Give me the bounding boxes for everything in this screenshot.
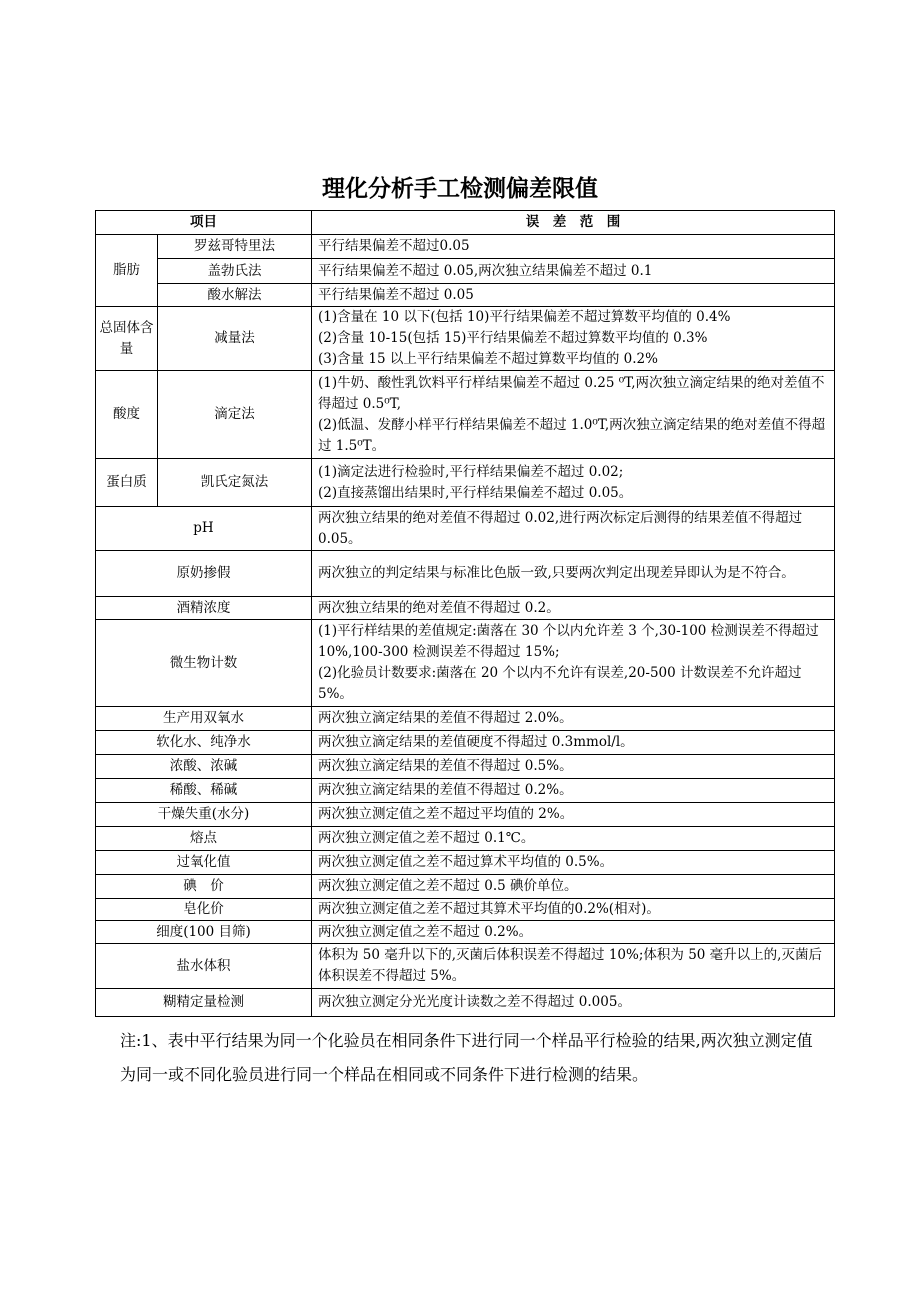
table-row: [96, 459, 835, 507]
table-row: [96, 944, 835, 989]
table-row: [96, 899, 835, 921]
range-text: (1)含量在 10 以下(包括 10)平行结果偏差不超过算数平均值的 0.4% (2)含量 10-15(包括 15)平行结果偏差不超过算数平均值的 0.3% (3)含量 15 以上平行结果偏差不超过算数平均值的 0.2%: [312, 307, 835, 371]
item-name: 糊精定量检测: [96, 989, 312, 1017]
table-row: [96, 989, 835, 1017]
table-row: [96, 779, 835, 803]
item-name: 浓酸、浓碱: [96, 755, 312, 779]
range-text: 两次独立滴定结果的差值硬度不得超过 0.3mmol/l。: [312, 731, 835, 755]
table-row: [96, 755, 835, 779]
range-text: 两次独立测定值之差不超过算术平均值的 0.5%。: [312, 851, 835, 875]
range-text: 两次独立测定值之差不超过 0.1℃。: [312, 827, 835, 851]
group-acidity: 酸度: [96, 371, 158, 459]
item-name: 细度(100 目筛): [96, 921, 312, 944]
range-text: 平行结果偏差不超过0.05: [312, 235, 835, 259]
group-solids: 总固体含量: [96, 307, 158, 371]
table-header: [96, 211, 835, 235]
table-row: [96, 707, 835, 731]
table-row: [96, 851, 835, 875]
table-row: [96, 371, 835, 459]
table-row: [96, 597, 835, 620]
table-row: [96, 803, 835, 827]
method: 滴定法: [158, 371, 312, 459]
item-name: 过氧化值: [96, 851, 312, 875]
item-name: 皂化价: [96, 899, 312, 921]
table-row: [96, 875, 835, 899]
range-text: 两次独立结果的绝对差值不得超过 0.02,进行两次标定后测得的结果差值不得超过 0.05。: [312, 507, 835, 551]
table-row: [96, 307, 835, 371]
range-text: 两次独立结果的绝对差值不得超过 0.2。: [312, 597, 835, 620]
range-text: (1)平行样结果的差值规定:菌落在 30 个以内允许差 3 个,30-100 检测误差不得超过 10%,100-300 检测误差不得超过 15%; (2)化验员计数要求:菌落在 20 个以内不允许有误差,20-500 计数误差不允许超过 5%。: [312, 620, 835, 707]
range-text: 体积为 50 毫升以下的,灭菌后体积误差不得超过 10%;体积为 50 毫升以上的,灭菌后体积误差不得超过 5%。: [312, 944, 835, 989]
item-name: 软化水、纯净水: [96, 731, 312, 755]
item-name: 生产用双氧水: [96, 707, 312, 731]
table-row: [96, 507, 835, 551]
method: 凯氏定氮法: [158, 459, 312, 507]
footnote: 注:1、表中平行结果为同一个化验员在相同条件下进行同一个样品平行检验的结果,两次独立测定值为同一或不同化验员进行同一个样品在相同或不同条件下进行检测的结果。: [120, 1031, 813, 1084]
table-row: [96, 827, 835, 851]
table-row: [96, 235, 835, 259]
header-range: 误 差 范 围: [312, 211, 835, 235]
page-title: 理化分析手工检测偏差限值: [322, 176, 598, 202]
header-item: 项目: [96, 211, 312, 235]
table-row: [96, 731, 835, 755]
range-text: 两次独立测定值之差不超过其算术平均值的0.2%(相对)。: [312, 899, 835, 921]
range-text: 两次独立的判定结果与标准比色版一致,只要两次判定出现差异即认为是不符合。: [312, 551, 835, 597]
table-row: [96, 551, 835, 597]
item-name: 原奶掺假: [96, 551, 312, 597]
group-fat: 脂肪: [96, 235, 158, 307]
item-name: 盐水体积: [96, 944, 312, 989]
table-row: [96, 259, 835, 284]
item-name: 酒精浓度: [96, 597, 312, 620]
method: 减量法: [158, 307, 312, 371]
item-name: 碘 价: [96, 875, 312, 899]
item-name: 熔点: [96, 827, 312, 851]
range-text: 平行结果偏差不超过 0.05,两次独立结果偏差不超过 0.1: [312, 259, 835, 284]
item-name: pH: [96, 507, 312, 551]
deviation-table: [95, 210, 835, 1017]
range-text: 两次独立测定值之差不超过 0.2%。: [312, 921, 835, 944]
item-name: 干燥失重(水分): [96, 803, 312, 827]
range-text: 平行结果偏差不超过 0.05: [312, 284, 835, 307]
table-row: [96, 620, 835, 707]
group-protein: 蛋白质: [96, 459, 158, 507]
range-text: 两次独立测定值之差不超过 0.5 碘价单位。: [312, 875, 835, 899]
item-name: 稀酸、稀碱: [96, 779, 312, 803]
range-text: 两次独立测定分光光度计读数之差不得超过 0.005。: [312, 989, 835, 1017]
method: 酸水解法: [158, 284, 312, 307]
range-text: 两次独立测定值之差不超过平均值的 2%。: [312, 803, 835, 827]
range-text: 两次独立滴定结果的差值不得超过 0.5%。: [312, 755, 835, 779]
table-row: [96, 284, 835, 307]
table-row: [96, 921, 835, 944]
method: 盖勃氏法: [158, 259, 312, 284]
range-text: (1)滴定法进行检验时,平行样结果偏差不超过 0.02; (2)直接蒸馏出结果时,平行样结果偏差不超过 0.05。: [312, 459, 835, 507]
range-text: 两次独立滴定结果的差值不得超过 0.2%。: [312, 779, 835, 803]
range-text: 两次独立滴定结果的差值不得超过 2.0%。: [312, 707, 835, 731]
method: 罗兹哥特里法: [158, 235, 312, 259]
range-text: (1)牛奶、酸性乳饮料平行样结果偏差不超过 0.25 ⁰T,两次独立滴定结果的绝对差值不得超过 0.5⁰T, (2)低温、发酵小样平行样结果偏差不超过 1.0⁰T,两次独立滴定结果的绝对差值不得超过 1.5⁰T。: [312, 371, 835, 459]
item-name: 微生物计数: [96, 620, 312, 707]
